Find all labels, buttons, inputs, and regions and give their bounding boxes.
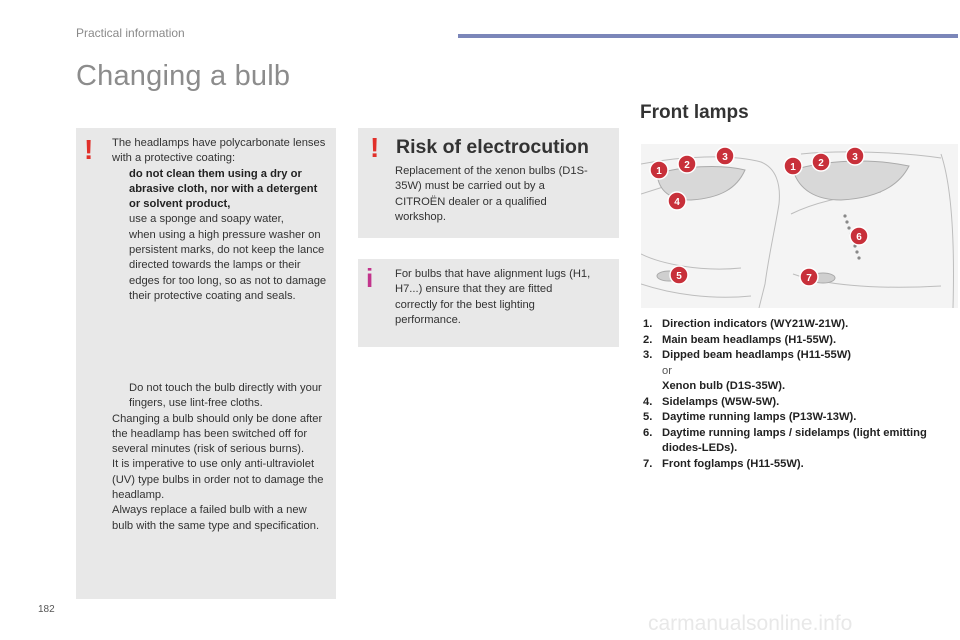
callout-3-right	[846, 147, 864, 165]
list-item	[112, 228, 330, 304]
svg-text:6: 6	[856, 232, 862, 243]
switch-off-paragraph: Changing a bulb should only be done after the headlamp has been switched off for several minutes (risk of serious burns).	[112, 412, 323, 456]
bullet-text: use a sponge and soapy water,	[129, 213, 284, 226]
care-warning-panel	[76, 128, 336, 599]
alignment-info-panel	[358, 259, 619, 347]
bullet-text: when using a high pressure washer on persistent marks, do not keep the lance directed towards the lamps or their edges for too long, so as not to damage their protective coating and seals.	[129, 228, 327, 302]
list-item: 1. Direction indicators (WY21W-21W).	[643, 318, 849, 330]
list-item: Xenon bulb (D1S-35W).	[662, 380, 786, 392]
list-item: 3. Dipped beam headlamps (H11-55W)	[643, 349, 851, 361]
care-bullets	[112, 167, 330, 305]
callout-1	[650, 161, 668, 179]
callout-5	[670, 266, 688, 284]
list-item: 2. Main beam headlamps (H1-55W).	[643, 333, 837, 346]
risk-title: Risk of electrocution	[396, 136, 589, 158]
list-item: 7. Front foglamps (H11-55W).	[643, 457, 804, 470]
front-lamps-list	[643, 317, 943, 472]
section-accent-bar	[458, 34, 958, 38]
svg-text:4: 4	[674, 197, 680, 208]
svg-text:7: 7	[806, 273, 812, 284]
list-item	[112, 381, 324, 412]
uv-bulb-paragraph: It is imperative to use only anti-ultraviolet (UV) type bulbs in order not to damage the headlamp.	[112, 458, 324, 502]
list-item: 6. Daytime running lamps / sidelamps (light emitting diodes-LEDs).	[643, 426, 927, 454]
watermark: carmanualsonline.info	[648, 612, 853, 635]
touch-bulb-text: Do not touch the bulb directly with your fingers, use lint-free cloths.	[129, 382, 322, 410]
callout-4	[668, 192, 686, 210]
warning-icon: !	[370, 132, 380, 163]
svg-text:1: 1	[656, 166, 662, 177]
list-item	[112, 167, 330, 213]
callout-7	[800, 268, 818, 286]
coating-intro: The headlamps have polycarbonate lenses with a protective coating:	[112, 137, 326, 165]
list-item: 5. Daytime running lamps (P13W-13W).	[643, 411, 857, 423]
callout-2	[678, 155, 696, 173]
callout-1-right	[784, 157, 802, 175]
callout-3	[716, 147, 734, 165]
svg-text:5: 5	[676, 271, 682, 282]
callout-6	[850, 227, 868, 245]
list-item: 4. Sidelamps (W5W-5W).	[643, 395, 780, 408]
info-icon: i	[366, 263, 374, 293]
page-number: 182	[38, 604, 55, 615]
callout-2-right	[812, 153, 830, 171]
front-lamps-illustration	[641, 144, 958, 308]
front-lamps-title: Front lamps	[640, 102, 749, 123]
svg-text:2: 2	[818, 158, 824, 169]
svg-text:3: 3	[722, 152, 728, 163]
svg-text:1: 1	[790, 162, 796, 173]
svg-text:2: 2	[684, 160, 690, 171]
bullet-text: do not clean them using a dry or abrasive cloth, nor with a detergent or solvent product,	[129, 167, 318, 211]
xenon-replacement-text: Replacement of the xenon bulbs (D1S-35W) must be carried out by a CITROËN dealer or a qualified workshop.	[395, 165, 588, 223]
replace-bulb-paragraph: Always replace a failed bulb with a new bulb with the same type and specification.	[112, 504, 320, 532]
svg-text:3: 3	[852, 152, 858, 163]
page-title: Changing a bulb	[76, 60, 291, 92]
list-item	[112, 212, 330, 227]
warning-icon: !	[84, 134, 94, 165]
list-item: or	[662, 364, 672, 377]
alignment-text: For bulbs that have alignment lugs (H1, H7...) ensure that they are fitted correctly for the best lighting performance.	[395, 268, 591, 326]
section-label: Practical information	[76, 26, 185, 40]
